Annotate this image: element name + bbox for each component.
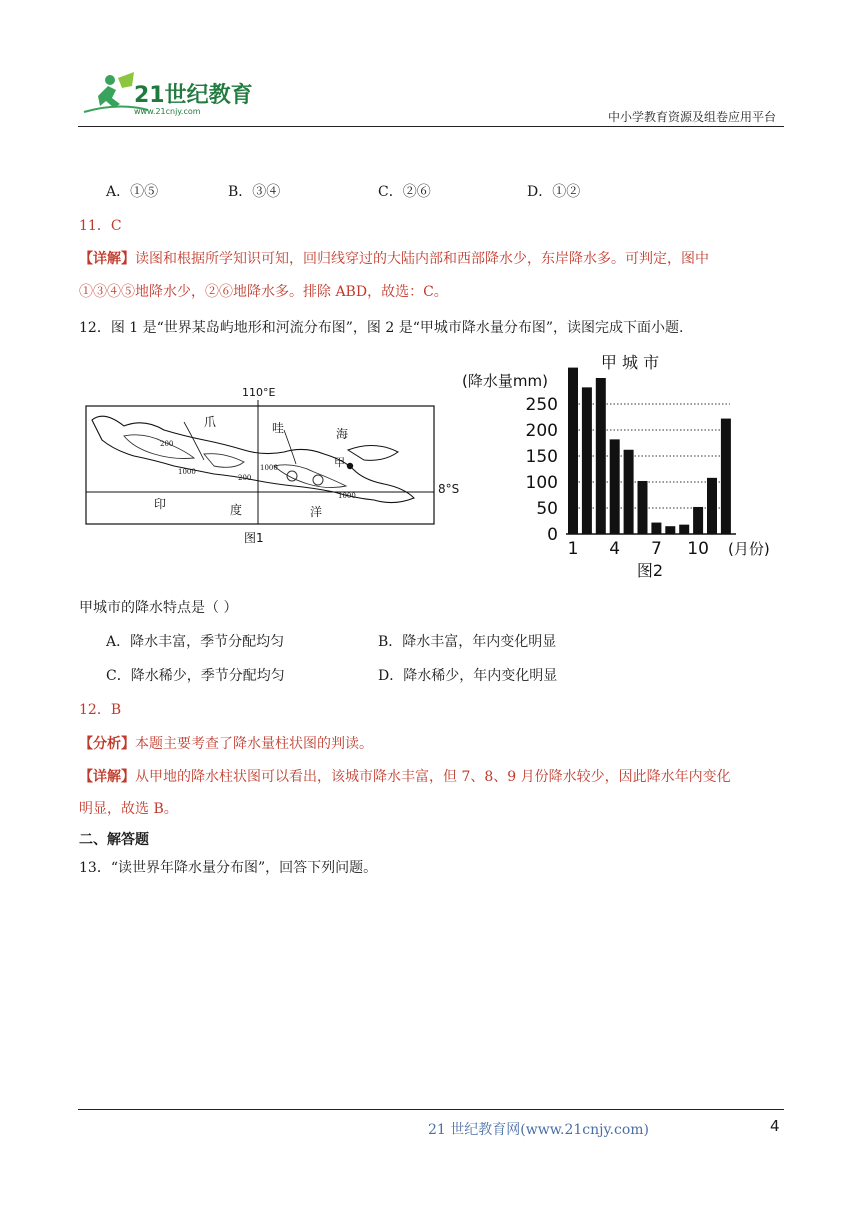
detail-tag: 【详解】: [79, 769, 135, 785]
analysis-tag: 【分析】: [79, 736, 135, 752]
y-tick-label: 150: [525, 447, 558, 467]
logo-graphic: [78, 68, 258, 118]
detail-text: 读图和根据所学知识可知，回归线穿过的大陆内部和西部降水少，东岸降水多。可判定，图中: [135, 251, 709, 267]
bar-month-10: [693, 507, 703, 534]
x-tick-label: 4: [609, 539, 621, 559]
q11-detail-line1: [79, 249, 709, 269]
precip-chart: [460, 346, 780, 586]
q10-option-c: C．②⑥: [378, 184, 431, 200]
map-lon-label: 110°E: [242, 386, 276, 399]
island-map: [84, 380, 436, 550]
platform-title: 中小学教育资源及组卷应用平台: [607, 110, 776, 124]
header-divider: [78, 126, 784, 127]
y-tick-label: 200: [525, 421, 558, 441]
x-tick-label: 10: [687, 539, 709, 559]
contour-label: 1000: [338, 492, 356, 500]
contour-label: 200: [160, 440, 174, 448]
q10-option-d: D．①②: [527, 184, 581, 200]
q12-option-d: D．降水稀少，年内变化明显: [378, 668, 558, 684]
map-label: 洋: [310, 505, 323, 519]
bar-month-9: [679, 525, 689, 534]
q12-detail-line1: [79, 767, 731, 787]
contour-label: 1000: [178, 468, 196, 476]
y-tick-label: 50: [536, 499, 558, 519]
bar-month-5: [624, 450, 634, 534]
footer-site: 21 世纪教育网(www.21cnjy.com): [428, 1122, 649, 1138]
q11-answer: 11．C: [79, 218, 122, 234]
chart-caption: 图2: [636, 561, 664, 580]
map-label: 度: [230, 503, 243, 517]
y-tick-label: 0: [547, 525, 558, 545]
q12-question: 甲城市的降水特点是（ ）: [79, 600, 238, 616]
q10-option-b: B．③④: [228, 184, 281, 200]
footer-divider: [78, 1109, 784, 1110]
bar-month-3: [596, 378, 606, 534]
q13-stem: 13．“读世界年降水量分布图”，回答下列问题。: [79, 860, 378, 876]
y-tick-label: 100: [525, 473, 558, 493]
map-label-jia: 甲: [334, 456, 345, 469]
chart-xlabel: (月份): [728, 540, 770, 558]
bar-month-2: [582, 387, 592, 534]
bar-month-6: [638, 481, 648, 534]
madura-island: [348, 445, 398, 460]
map-label: 印: [154, 497, 167, 511]
map-label: 爪: [204, 415, 217, 429]
page-number: 4: [770, 1117, 780, 1135]
map-label: 海: [336, 427, 349, 441]
chart-ylabel: (降水量mm): [462, 372, 548, 390]
q10-option-a: A．①⑤: [106, 184, 159, 200]
analysis-text: 本题主要考查了降水量柱状图的判读。: [135, 736, 373, 752]
island-outline: [92, 416, 414, 502]
q12-detail-line2: 明显，故选 B。: [79, 801, 178, 817]
bar-month-12: [721, 419, 731, 534]
q12-stem: 12．图 1 是“世界某岛屿地形和河流分布图”，图 2 是“甲城市降水量分布图”，读图完成下面小题.: [79, 320, 684, 336]
city-jia-marker: [347, 463, 353, 469]
bar-month-8: [665, 526, 675, 534]
bar-month-11: [707, 478, 717, 534]
x-tick-label: 1: [567, 539, 579, 559]
q11-detail-line2: ①③④⑤地降水少，②⑥地降水多。排除 ABD，故选：C。: [79, 284, 448, 300]
map-lat-label-outside: 8°S: [438, 482, 460, 496]
q12-option-a: A．降水丰富，季节分配均匀: [106, 634, 285, 650]
map-label: 哇: [272, 421, 285, 435]
detail-text: 从甲地的降水柱状图可以看出，该城市降水丰富，但 7、8、9 月份降水较少，因此降水年内变化: [135, 769, 731, 785]
bar-month-4: [610, 439, 620, 534]
site-logo: [78, 68, 258, 118]
y-tick-label: 250: [525, 395, 558, 415]
detail-tag: 【详解】: [79, 251, 135, 267]
chart-title: 甲 城 市: [600, 353, 660, 372]
contour-label: 1000: [260, 464, 278, 472]
river: [284, 430, 296, 464]
contour-label: 200: [238, 474, 252, 482]
q12-option-b: B．降水丰富，年内变化明显: [378, 634, 557, 650]
q12-option-c: C．降水稀少，季节分配均匀: [106, 668, 285, 684]
contour-ring: [313, 475, 323, 485]
river: [184, 422, 204, 460]
logo-url: www.21cnjy.com: [134, 107, 201, 116]
contour-1000-west: [204, 454, 244, 468]
x-tick-label: 7: [650, 539, 662, 559]
bar-month-1: [568, 368, 578, 534]
logo-text: 21世纪教育: [134, 83, 253, 108]
map-caption: 图1: [244, 531, 264, 545]
q12-answer: 12．B: [79, 702, 122, 718]
section-heading: 二、解答题: [79, 832, 149, 848]
bar-month-7: [651, 523, 661, 534]
contour-200-west: [124, 435, 194, 459]
q12-analysis: [79, 734, 373, 754]
